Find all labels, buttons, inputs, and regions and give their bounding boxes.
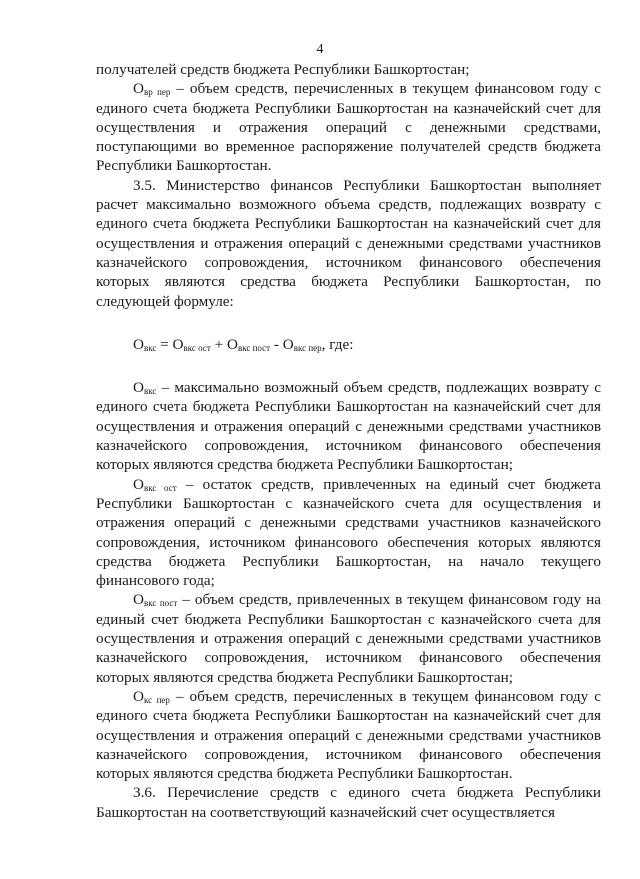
page-number: 4 xyxy=(316,42,324,57)
paragraph-continuation: получателей средств бюджета Республики Башкортостан; xyxy=(96,61,470,78)
definition-o-ks-per: $О_{кс пер}$ – объем средств, перечисленных в текущем финансовом году с единого счета бюджета Республики Башкортостан на казначейский счет для осуществления и отражения операций с денежными средствами участников казначейского сопровождения, источником финансового обеспечения которых являются средства бюджета Республики Башкортостан. xyxy=(96,687,601,783)
definition-o-vr-per xyxy=(96,79,601,175)
definition-o-vks: $О_{вкс}$ – максимально возможный объем средств, подлежащих возврату с единого счета бюджета Республики Башкортостан на казначейский счет для осуществления и отражения операций с денежными средствами участников казначейского сопровождения, источником финансового обеспечения которых являются средства бюджета Республики Башкортостан; xyxy=(96,379,601,474)
definition-o-vks-post: $О_{вкс пост}$ – объем средств, привлеченных в текущем финансовом году на единый счет бюджета Республики Башкортостан с казначейского счета для осуществления и отражения операций с денежными средствами участников казначейского сопровождения, источником финансового обеспечения которых являются средства бюджета Республики Башкортостан; xyxy=(96,591,601,686)
formula: $О_{вкс} = О_{вкс ост} + О_{вкс пост} - О_{вкс пер}$, где: xyxy=(133,335,354,353)
document-body xyxy=(96,60,601,822)
section-3-6-paragraph: 3.6. Перечисление средств с единого счета бюджета Республики Башкортостан на соответствующий казначейский счет осуществляется xyxy=(96,784,601,821)
symbol-subscript: вр пер xyxy=(143,87,171,98)
definition-text: – объем средств, перечисленных в текущем финансовом году с единого счета бюджета Республики Башкортостан на казначейский счет для осуществления и отражения операций с денежными средствами, поступающими во временное распоряжение получателей средств бюджета Республики Башкортостан. xyxy=(96,80,602,175)
symbol-o: О xyxy=(133,80,144,98)
definition-o-vks-ost: $О_{вкс ост}$ – остаток средств, привлеченных на единый счет бюджета Республики Башкортостан с казначейского счета для осуществления и отражения операций с денежными средствами участников казначейского сопровождения, источником финансового обеспечения которых являются средства бюджета Республики Башкортостан, на начало текущего финансового года; xyxy=(96,475,601,590)
section-3-5-paragraph: 3.5. Министерство финансов Республики Башкортостан выполняет расчет максимально возможного объема средств, подлежащих возврату с единого счета бюджета Республики Башкортостан на казначейский счет для осуществления и отражения операций с денежными средствами участников казначейского сопровождения, источником финансового обеспечения которых являются средства бюджета Республики Башкортостан, по следующей формуле: xyxy=(96,176,601,310)
